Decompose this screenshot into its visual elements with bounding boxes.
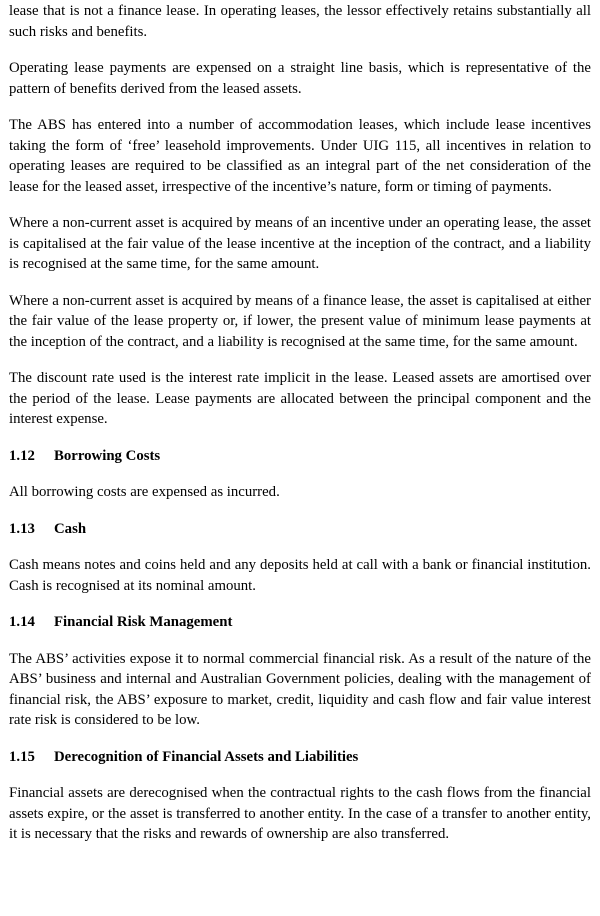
section-number: 1.13 [9, 520, 35, 537]
paragraph-operating-lease-payments: Operating lease payments are expensed on a straight line basis, which is representative of the pattern of benefits derived from the leased assets. [9, 60, 591, 97]
paragraph-finance-lease: Where a non-current asset is acquired by means of a finance lease, the asset is capitalised at either the fair value of the lease property or, if lower, the present value of minimum lease payments at the inception of the contract, and a liability is recognised at the same time, for the same amount. [9, 292, 591, 350]
section-heading-cash [9, 519, 591, 540]
section-number: 1.15 [9, 748, 35, 765]
section-number: 1.14 [9, 614, 35, 630]
section-title: Financial Risk Management [54, 614, 233, 630]
paragraph-derecognition: Financial assets are derecognised when the contractual rights to the cash flows from the financial assets expire, or the asset is transferred to another entity. In the case of a transfer to another entity, it is necessary that the risks and rewards of ownership are also transferred. [9, 785, 591, 842]
paragraph-financial-risk: The ABS’ activities expose it to normal commercial financial risk. As a result of the nature of the ABS’ business and internal and Australian Government policies, dealing with the management of financial risk, the ABS’ exposure to market, credit, liquidity and cash flow and fair value interest rate risk is considered to be low. [9, 650, 591, 728]
paragraph-borrowing-costs: All borrowing costs are expensed as incurred. [9, 484, 280, 500]
paragraph-cash: Cash means notes and coins held and any deposits held at call with a bank or financial institution. Cash is recognised at its nominal amount. [9, 557, 591, 594]
section-title: Cash [54, 520, 87, 537]
paragraph-lease-continuation: lease that is not a finance lease. In operating leases, the lessor effectively retains substantially all such risks and benefits. [9, 3, 591, 40]
paragraph-incentive-operating-lease: Where a non-current asset is acquired by means of an incentive under an operating lease, the asset is capitalised at the fair value of the lease incentive at the inception of the contract, and a liability is recognised at the same time, for the same amount. [9, 215, 591, 272]
section-title: Derecognition of Financial Assets and Liabilities [54, 748, 359, 765]
paragraph-discount-rate: The discount rate used is the interest rate implicit in the lease. Leased assets are amortised over the period of the lease. Lease payments are allocated between the principal component and the interest expense. [9, 370, 591, 427]
section-heading-derecognition [9, 747, 591, 768]
section-title: Borrowing Costs [54, 447, 161, 464]
section-number: 1.12 [9, 447, 35, 464]
section-heading-borrowing-costs [9, 446, 591, 467]
paragraph-accommodation-leases: The ABS has entered into a number of accommodation leases, which include lease incentives taking the form of ‘free’ leasehold improvements. Under UIG 115, all incentives in relation to operating leases are required to be classified as an integral part of the net consideration of the lease for the leased asset, irrespective of the incentive’s nature, form or timing of payments. [9, 117, 591, 195]
section-heading-financial-risk-management [9, 612, 591, 633]
